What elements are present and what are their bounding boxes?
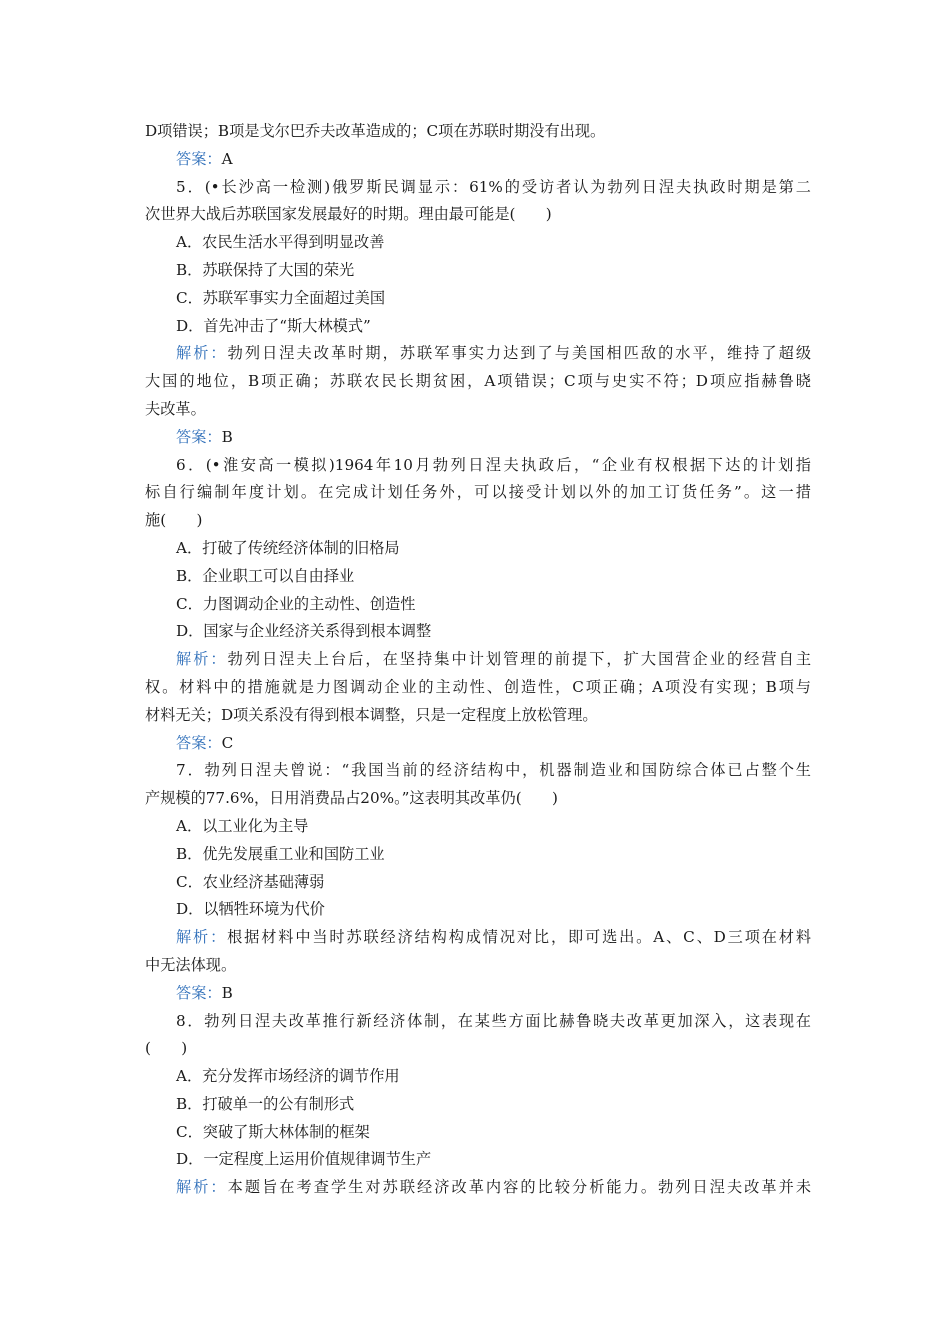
line-text: B．苏联保持了大国的荣光 [176, 260, 355, 279]
line-text: C．突破了斯大林体制的框架 [176, 1122, 370, 1141]
line-text: 中无法体现。 [145, 955, 237, 974]
text-line [145, 896, 811, 924]
line-text: 夫改革。 [145, 399, 206, 418]
line-text: B [221, 427, 233, 446]
text-line [145, 674, 811, 702]
text-line [145, 813, 811, 841]
text-line [145, 424, 811, 452]
line-text: 次世界大战后苏联国家发展最好的时期。理由最可能是( ) [145, 205, 552, 224]
line-label: 答案： [176, 983, 222, 1002]
text-line [145, 980, 811, 1008]
text-line [145, 368, 811, 396]
line-text: D．首先冲击了“斯大林模式” [176, 316, 371, 335]
line-text: 权。材料中的措施就是力图调动企业的主动性、创造性，C项正确；A项没有实现；B项与 [145, 677, 811, 696]
text-line [145, 785, 811, 813]
line-text: 勃列日涅夫改革时期，苏联军事实力达到了与美国相匹敌的水平，维持了超级 [227, 344, 812, 363]
line-label: 答案： [176, 733, 222, 752]
line-text: D项错误；B项是戈尔巴乔夫改革造成的；C项在苏联时期没有出现。 [145, 122, 606, 140]
line-text: A．充分发挥市场经济的调节作用 [176, 1067, 400, 1086]
line-text: D．一定程度上运用价值规律调节生产 [176, 1150, 432, 1169]
text-line [145, 1146, 811, 1174]
text-line [145, 201, 811, 229]
text-line [145, 535, 811, 563]
line-text: A．以工业化为主导 [176, 816, 309, 835]
text-line [145, 507, 811, 535]
text-line [145, 340, 811, 368]
text-line [145, 869, 811, 897]
line-label: 答案： [176, 149, 222, 168]
text-line [145, 841, 811, 869]
text-line [145, 924, 811, 952]
text-line [145, 479, 811, 507]
text-line [145, 702, 811, 730]
line-text: C [221, 733, 234, 752]
line-text: 勃列日涅夫上台后，在坚持集中计划管理的前提下，扩大国营企业的经营自主 [227, 650, 812, 669]
text-line [145, 396, 811, 424]
text-line [145, 1035, 811, 1063]
line-text: C．力图调动企业的主动性、创造性 [176, 594, 416, 613]
line-text: 5．(•长沙高一检测)俄罗斯民调显示：61%的受访者认为勃列日涅夫执政时期是第二 [176, 177, 811, 196]
text-line [145, 229, 811, 257]
text-line [145, 618, 811, 646]
text-line [145, 313, 811, 341]
line-text: 施( ) [145, 511, 203, 530]
line-text: 产规模的77.6%，日用消费品占20%。”这表明其改革仍( ) [145, 789, 558, 808]
text-line [145, 285, 811, 313]
text-line [145, 563, 811, 591]
text-line [145, 118, 811, 146]
line-label: 解析： [176, 1178, 228, 1197]
line-label: 答案： [176, 427, 222, 446]
document-page [145, 118, 811, 1202]
line-text: D．国家与企业经济关系得到根本调整 [176, 622, 432, 641]
line-text: 根据材料中当时苏联经济结构构成情况对比，即可选出。A、C、D三项在材料 [227, 928, 812, 947]
text-line [145, 730, 811, 758]
line-label: 解析： [176, 344, 228, 363]
line-text: 大国的地位，B项正确；苏联农民长期贫困，A项错误；C项与史实不符；D项应指赫鲁晓 [145, 372, 811, 391]
line-label: 解析： [176, 928, 228, 947]
line-text: A．打破了传统经济体制的旧格局 [176, 538, 400, 557]
line-text: D．以牺牲环境为代价 [176, 900, 325, 919]
line-text: B．企业职工可以自由择业 [176, 566, 355, 585]
text-line [145, 1091, 811, 1119]
text-line [145, 1063, 811, 1091]
line-text: 7．勃列日涅夫曾说：“我国当前的经济结构中，机器制造业和国防综合体已占整个生 [176, 761, 811, 780]
line-text: 本题旨在考查学生对苏联经济改革内容的比较分析能力。勃列日涅夫改革并未 [227, 1178, 812, 1197]
line-text: 6．(•淮安高一模拟)1964年10月勃列日涅夫执政后，“企业有权根据下达的计划指 [176, 455, 811, 474]
line-text: B．优先发展重工业和国防工业 [176, 844, 385, 863]
text-line [145, 146, 811, 174]
text-line [145, 952, 811, 980]
line-text: B [221, 983, 233, 1002]
text-line [145, 646, 811, 674]
line-label: 解析： [176, 650, 228, 669]
text-line [145, 174, 811, 202]
line-text: C．农业经济基础薄弱 [176, 872, 325, 891]
line-text: A．农民生活水平得到明显改善 [176, 233, 385, 252]
text-line [145, 1119, 811, 1147]
text-line [145, 1008, 811, 1036]
text-line [145, 257, 811, 285]
text-line [145, 591, 811, 619]
text-line [145, 452, 811, 480]
line-text: ( ) [145, 1039, 188, 1058]
line-text: 标自行编制年度计划。在完成计划任务外，可以接受计划以外的加工订货任务”。这一措 [145, 483, 811, 502]
line-text: C．苏联军事实力全面超过美国 [176, 288, 386, 307]
line-text: 8．勃列日涅夫改革推行新经济体制，在某些方面比赫鲁晓夫改革更加深入，这表现在 [176, 1011, 811, 1030]
text-line [145, 1174, 811, 1202]
line-text: B．打破单一的公有制形式 [176, 1094, 355, 1113]
text-line [145, 757, 811, 785]
line-text: A [221, 149, 233, 168]
line-text: 材料无关；D项关系没有得到根本调整，只是一定程度上放松管理。 [145, 705, 598, 724]
